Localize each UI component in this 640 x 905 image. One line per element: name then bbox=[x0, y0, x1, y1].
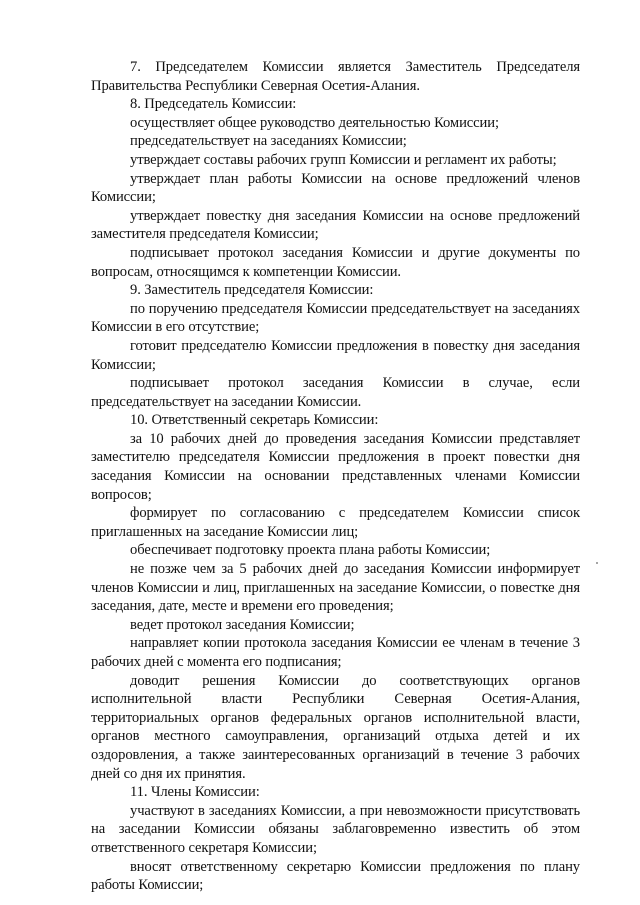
paragraph: подписывает протокол заседания Комиссии в случае, если председательствует на заседании Комиссии. bbox=[91, 375, 580, 410]
paragraph: формирует по согласованию с председателем Комиссии список приглашенных на заседание Комиссии лиц; bbox=[91, 505, 580, 540]
paragraph: за 10 рабочих дней до проведения заседания Комиссии представляет заместителю председателя Комиссии предложения в проект повестки дня заседания Комиссии на основании представленных членами Комиссии вопросов; bbox=[91, 430, 580, 503]
paragraph: ведет протокол заседания Комиссии; bbox=[130, 616, 355, 633]
paragraph: не позже чем за 5 рабочих дней до заседания Комиссии информирует членов Комиссии и лиц, приглашенных на заседание Комиссии, о повестке дня заседания, дате, месте и времени его проведения; bbox=[91, 561, 580, 615]
paragraph: участвуют в заседаниях Комиссии, а при невозможности присутствовать на заседании Комиссии обязаны заблаговременно известить об этом ответственного секретаря Комиссии; bbox=[91, 802, 580, 856]
paragraph: осуществляет общее руководство деятельностью Комиссии; bbox=[130, 114, 499, 131]
paragraph-item-10-heading: 10. Ответственный секретарь Комиссии: bbox=[130, 412, 379, 429]
paragraph-item-11-heading: 11. Члены Комиссии: bbox=[130, 784, 260, 801]
paragraph: обеспечивает подготовку проекта плана работы Комиссии; bbox=[130, 542, 491, 559]
paragraph: доводит решения Комиссии до соответствующих органов исполнительной власти Республики Северная Осетия-Алания, территориальных органов федеральных органов исполнительной власти, органов местного самоуправления, организаций отдыха детей и их оздоровления, а также заинтересованных организаций в течение 3 рабочих дней со дня их принятия. bbox=[91, 672, 580, 782]
paragraph-item-8-heading: 8. Председатель Комиссии: bbox=[130, 96, 297, 113]
scan-speck bbox=[596, 562, 598, 564]
paragraph: направляет копии протокола заседания Комиссии ее членам в течение 3 рабочих дней с момента его подписания; bbox=[91, 635, 580, 670]
paragraph: утверждает план работы Комиссии на основе предложений членов Комиссии; bbox=[91, 170, 580, 206]
paragraph-item-7: 7. Председателем Комиссии является Заместитель Председателя Правительства Республики Северная Осетия-Алания. bbox=[91, 59, 580, 94]
paragraph: вносят ответственному секретарю Комиссии предложения по плану работы Комиссии; bbox=[91, 858, 580, 894]
paragraph: утверждает повестку дня заседания Комиссии на основе предложений заместителя председателя Комиссии; bbox=[91, 207, 580, 243]
paragraph: готовит председателю Комиссии предложения в повестку дня заседания Комиссии; bbox=[91, 337, 580, 373]
paragraph-item-9-heading: 9. Заместитель председателя Комиссии: bbox=[130, 282, 374, 299]
paragraph: подписывает протокол заседания Комиссии и другие документы по вопросам, относящимся к компетенции Комиссии. bbox=[91, 244, 580, 280]
paragraph: председательствует на заседаниях Комиссии; bbox=[130, 133, 407, 150]
paragraph: утверждает составы рабочих групп Комиссии и регламент их работы; bbox=[130, 151, 557, 168]
paragraph: по поручению председателя Комиссии председательствует на заседаниях Комиссии в его отсутствие; bbox=[91, 300, 580, 336]
